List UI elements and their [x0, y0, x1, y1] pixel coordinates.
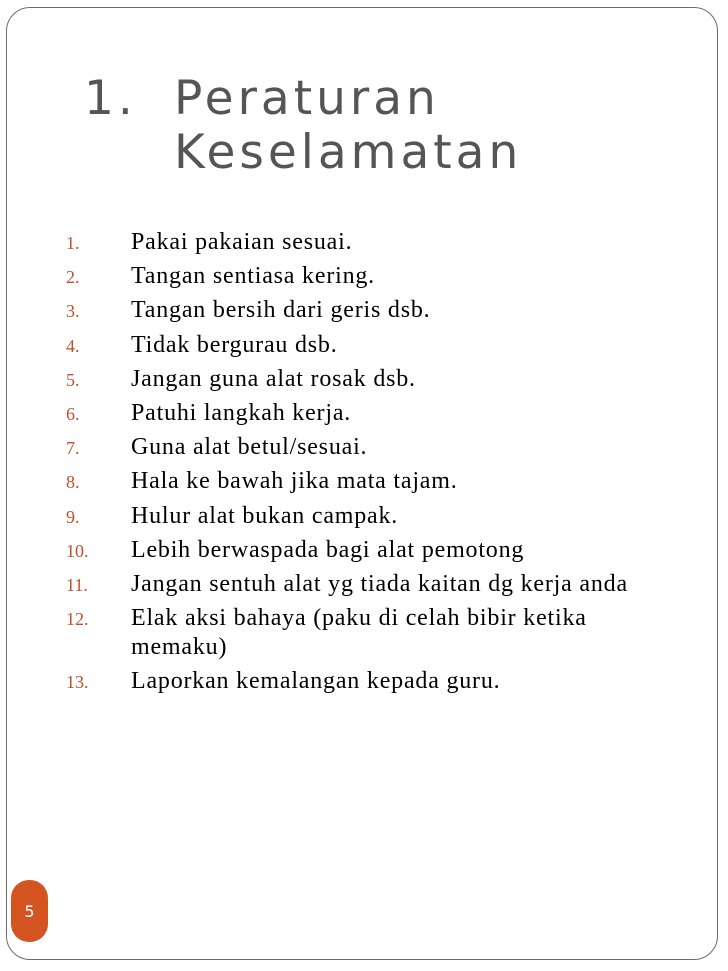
list-item: [66, 365, 666, 394]
list-item-number: 4.: [66, 335, 80, 356]
list-item-number: 12.: [66, 609, 89, 630]
list-item-number: 7.: [66, 438, 80, 459]
list-item: [66, 296, 666, 325]
title-line-1: Peraturan: [174, 71, 440, 126]
list-item: [66, 467, 666, 496]
title-number: 1.: [84, 71, 137, 126]
list-item: [66, 667, 666, 696]
list-item-number: 6.: [66, 403, 80, 424]
list-item-text: Tangan sentiasa kering.: [131, 263, 375, 290]
list-item-text: Tangan bersih dari geris dsb.: [131, 297, 431, 324]
slide-title: [84, 72, 644, 180]
list-item-number: 3.: [66, 301, 80, 322]
list-item-number: 11.: [66, 574, 88, 595]
list-item-text: Laporkan kemalangan kepada guru.: [131, 667, 501, 694]
list-item: [66, 502, 666, 531]
list-item-text: Guna alat betul/sesuai.: [131, 434, 368, 461]
list-item-text: Hulur alat bukan campak.: [131, 502, 399, 529]
safety-rules-list: [66, 228, 666, 701]
list-item-text: Jangan guna alat rosak dsb.: [131, 365, 416, 392]
title-line-2: Keselamatan: [174, 125, 523, 180]
list-item-number: 8.: [66, 472, 80, 493]
list-item-text: Pakai pakaian sesuai.: [131, 229, 353, 255]
list-item-number: 5.: [66, 369, 80, 390]
list-item-number: 1.: [66, 233, 80, 253]
list-item: [66, 536, 666, 565]
list-item-text: Elak aksi bahaya (paku di celah bibir ketika memaku): [131, 605, 587, 660]
list-item-text: Patuhi langkah kerja.: [131, 399, 352, 426]
list-item: [66, 433, 666, 462]
list-item-text: Lebih berwaspada bagi alat pemotong: [131, 536, 525, 563]
list-item-number: 9.: [66, 506, 80, 527]
list-item-text: Hala ke bawah jika mata tajam.: [131, 468, 458, 495]
list-item-text: Tidak bergurau dsb.: [131, 331, 338, 358]
list-item-number: 10.: [66, 540, 89, 561]
list-item: [66, 228, 666, 257]
list-item-number: 2.: [66, 267, 80, 288]
list-item: [66, 604, 666, 661]
list-item: [66, 331, 666, 360]
list-item: [66, 570, 666, 599]
list-item-text: Jangan sentuh alat yg tiada kaitan dg kerja anda: [131, 570, 628, 597]
list-item-number: 13.: [66, 671, 89, 692]
list-item: [66, 262, 666, 291]
page-number-badge: 5: [11, 880, 48, 942]
list-item: [66, 399, 666, 428]
